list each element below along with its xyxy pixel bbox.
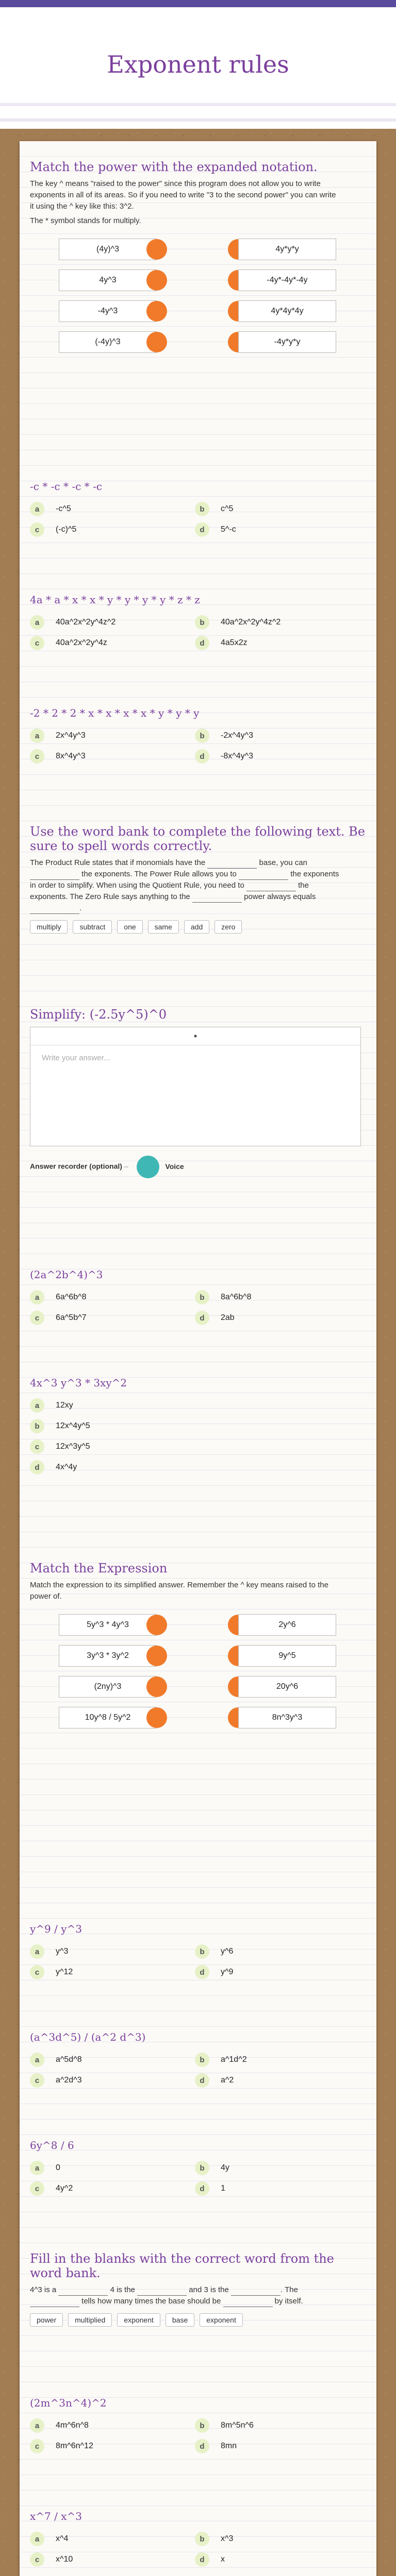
choice-letter: c bbox=[30, 1439, 44, 1454]
question-title: -2 * 2 * 2 * x * x * x * x * y * y * y bbox=[30, 707, 200, 719]
choice-c[interactable] bbox=[30, 2178, 195, 2199]
choice-letter: a bbox=[30, 615, 44, 630]
question-note: The * symbol stands for multiply. bbox=[30, 216, 141, 225]
choice-letter: c bbox=[30, 2181, 44, 2196]
word-chip[interactable]: one bbox=[117, 920, 142, 934]
header-stripe bbox=[0, 103, 396, 106]
choice-letter: a bbox=[30, 2418, 44, 2433]
blank-input[interactable] bbox=[223, 2298, 273, 2307]
choice-text: y^3 bbox=[56, 1947, 69, 1956]
answer-placeholder: Write your answer... bbox=[42, 1054, 110, 1062]
voice-label: Voice bbox=[165, 1162, 184, 1171]
choice-letter: b bbox=[195, 502, 209, 516]
choice-letter: c bbox=[30, 2552, 44, 2567]
choice-d[interactable] bbox=[195, 519, 360, 540]
choice-c[interactable] bbox=[30, 519, 195, 540]
choice-text: y^6 bbox=[221, 1947, 234, 1956]
text-segment: The bbox=[285, 2285, 298, 2294]
match-right-box[interactable]: 20y^6 bbox=[238, 1676, 336, 1698]
choice-text: 4y bbox=[221, 2163, 229, 2172]
blank-input[interactable] bbox=[30, 871, 79, 880]
choice-a[interactable] bbox=[30, 1395, 195, 1416]
choice-letter: a bbox=[30, 2053, 44, 2067]
choice-text: 4x^4y bbox=[56, 1463, 77, 1471]
choice-text: x^10 bbox=[56, 2555, 73, 2564]
choice-text: x^3 bbox=[221, 2534, 234, 2543]
text-segment: The Zero Rule says anything to the bbox=[70, 892, 190, 901]
match-connector[interactable] bbox=[146, 301, 167, 321]
choice-letter: b bbox=[195, 1944, 209, 1959]
choice-d[interactable] bbox=[30, 1457, 195, 1478]
blank-input[interactable] bbox=[58, 2287, 108, 2296]
choice-letter: d bbox=[195, 749, 209, 764]
choice-b[interactable] bbox=[195, 2415, 360, 2436]
text-segment: the exponents in order to simplify. When using the Quotient Rule, you need to bbox=[30, 870, 339, 890]
choice-d[interactable] bbox=[195, 746, 360, 767]
choice-d[interactable] bbox=[195, 2436, 360, 2456]
match-row[interactable] bbox=[59, 1702, 366, 1733]
choice-a[interactable] bbox=[30, 499, 195, 519]
choice-text: a^5d^8 bbox=[56, 2055, 82, 2064]
match-connector[interactable] bbox=[146, 1676, 167, 1697]
voice-record-button[interactable] bbox=[137, 1156, 159, 1178]
choice-text: -2x^4y^3 bbox=[221, 731, 254, 740]
choice-text: 8x^4y^3 bbox=[56, 752, 86, 760]
question-title: y^9 / y^3 bbox=[30, 1923, 82, 1935]
choice-a[interactable] bbox=[30, 1941, 195, 1962]
choice-letter: a bbox=[30, 502, 44, 516]
choice-letter: a bbox=[30, 1944, 44, 1959]
match-left-box[interactable]: (-4y)^3 bbox=[59, 331, 157, 353]
choice-letter: b bbox=[195, 2532, 209, 2546]
word-chip[interactable]: multiplied bbox=[68, 2313, 112, 2327]
choice-text: 6a^6b^8 bbox=[56, 1293, 87, 1301]
blank-input[interactable] bbox=[231, 2287, 280, 2296]
word-chip[interactable]: power bbox=[30, 2313, 63, 2327]
question-multiple-choice bbox=[30, 2509, 366, 2570]
question-multiple-choice bbox=[30, 706, 366, 767]
recorder-label: Answer recorder (optional) bbox=[30, 1162, 122, 1171]
choice-text: a^2d^3 bbox=[56, 2076, 82, 2084]
choice-c[interactable] bbox=[30, 2549, 195, 2570]
match-right-box[interactable]: 2y^6 bbox=[238, 1614, 336, 1636]
answer-editor[interactable] bbox=[30, 1027, 361, 1146]
fill-in-text: 4^3 is a 4 is the and 3 is the . The tells how many times the base should be by itself. bbox=[30, 2284, 339, 2307]
choice-d[interactable] bbox=[195, 1962, 360, 1982]
choice-text: 12x^4y^5 bbox=[56, 1421, 90, 1430]
choice-c[interactable] bbox=[30, 746, 195, 767]
text-segment: tells how many times the base should be bbox=[81, 2297, 221, 2306]
blank-input[interactable] bbox=[239, 871, 288, 880]
choice-text: 40a^2x^2y^4z^2 bbox=[221, 618, 281, 626]
match-left-box[interactable]: 10y^8 / 5y^2 bbox=[59, 1707, 157, 1728]
worksheet-header bbox=[0, 7, 396, 129]
question-multiple-choice bbox=[30, 479, 366, 540]
word-chip[interactable]: same bbox=[148, 920, 179, 934]
header-stripe bbox=[0, 118, 396, 122]
blank-input[interactable] bbox=[137, 2287, 187, 2296]
choice-text: x bbox=[221, 2555, 225, 2564]
editor-toolbar-bullet[interactable]: • bbox=[30, 1027, 360, 1045]
text-segment: the exponents. The Power Rule allows you to bbox=[81, 870, 237, 878]
choice-letter: b bbox=[30, 1419, 44, 1433]
choice-letter: c bbox=[30, 749, 44, 764]
question-match-power bbox=[30, 160, 366, 358]
choice-text: 12x^3y^5 bbox=[56, 1442, 90, 1451]
question-fill-blanks bbox=[30, 2251, 366, 2327]
choice-b[interactable] bbox=[195, 725, 360, 746]
choice-letter: d bbox=[195, 1311, 209, 1325]
choice-letter: b bbox=[195, 2053, 209, 2067]
choice-text: -c^5 bbox=[56, 504, 71, 513]
choice-a[interactable] bbox=[30, 1287, 195, 1308]
match-connector[interactable] bbox=[146, 1707, 167, 1728]
choice-text: 2x^4y^3 bbox=[56, 731, 86, 740]
match-left-box[interactable]: (2ny)^3 bbox=[59, 1676, 157, 1698]
word-chip[interactable]: exponent bbox=[200, 2313, 243, 2327]
choice-letter: b bbox=[195, 2161, 209, 2175]
text-segment: the exponents. bbox=[30, 881, 309, 901]
text-segment: The Product Rule states that if monomials have the bbox=[30, 858, 206, 867]
question-title: x^7 / x^3 bbox=[30, 2510, 82, 2522]
choice-letter: b bbox=[195, 2418, 209, 2433]
question-title: Match the power with the expanded notation. bbox=[30, 160, 318, 174]
word-bank bbox=[30, 2313, 366, 2327]
match-row[interactable] bbox=[59, 1671, 366, 1702]
match-row[interactable] bbox=[59, 296, 366, 327]
match-right-box[interactable]: -4y*y*y bbox=[238, 331, 336, 353]
question-multiple-choice bbox=[30, 1267, 366, 1328]
match-connector[interactable] bbox=[146, 270, 167, 291]
choice-b[interactable] bbox=[195, 2049, 360, 2070]
choice-c[interactable] bbox=[30, 633, 195, 653]
choice-letter: d bbox=[195, 2073, 209, 2088]
word-bank bbox=[30, 920, 366, 934]
question-multiple-choice bbox=[30, 2030, 366, 2091]
choice-d[interactable] bbox=[195, 2178, 360, 2199]
choice-text: 4y^2 bbox=[56, 2184, 73, 2193]
choice-text: -8x^4y^3 bbox=[221, 752, 254, 760]
match-connector[interactable] bbox=[146, 239, 167, 260]
question-title: Use the word bank to complete the following text. Be sure to spell words correctly. bbox=[30, 824, 366, 853]
choice-letter: d bbox=[195, 636, 209, 650]
word-chip[interactable]: subtract bbox=[73, 920, 112, 934]
choice-text: (-c)^5 bbox=[56, 525, 77, 534]
question-match-expression bbox=[30, 1561, 366, 1733]
text-segment: and 3 is the bbox=[189, 2285, 229, 2294]
blank-input[interactable] bbox=[207, 860, 257, 869]
match-left-box[interactable]: (4y)^3 bbox=[59, 239, 157, 260]
blank-input[interactable] bbox=[246, 883, 296, 891]
match-left-box[interactable]: 4y^3 bbox=[59, 269, 157, 291]
text-segment: by itself. bbox=[274, 2297, 303, 2306]
choice-text: c^5 bbox=[221, 504, 234, 513]
choice-text: 8a^6b^8 bbox=[221, 1293, 252, 1301]
choice-text: a^2 bbox=[221, 2076, 234, 2084]
question-title: (2m^3n^4)^2 bbox=[30, 2397, 107, 2409]
choice-letter: c bbox=[30, 1965, 44, 1979]
choice-text: x^4 bbox=[56, 2534, 69, 2543]
match-connector[interactable] bbox=[146, 1615, 167, 1635]
choice-d[interactable] bbox=[195, 2070, 360, 2091]
question-multiple-choice bbox=[30, 2138, 366, 2199]
choice-letter: d bbox=[195, 522, 209, 537]
choice-text: 4a5x2z bbox=[221, 638, 248, 647]
choice-letter: a bbox=[30, 1290, 44, 1304]
choice-letter: c bbox=[30, 2439, 44, 2453]
choice-text: 0 bbox=[56, 2163, 60, 2172]
choice-a[interactable] bbox=[30, 2529, 195, 2549]
choice-letter: d bbox=[195, 2181, 209, 2196]
choice-text: 1 bbox=[221, 2184, 225, 2193]
choice-letter: a bbox=[30, 2532, 44, 2546]
choice-a[interactable] bbox=[30, 725, 195, 746]
text-segment: 4 is the bbox=[110, 2285, 135, 2294]
choice-letter: c bbox=[30, 1311, 44, 1325]
match-right-box[interactable]: -4y*-4y*-4y bbox=[238, 269, 336, 291]
question-title: 4x^3 y^3 * 3xy^2 bbox=[30, 1377, 127, 1389]
choice-b[interactable] bbox=[195, 612, 360, 633]
choice-b[interactable] bbox=[195, 499, 360, 519]
match-row[interactable] bbox=[59, 1609, 366, 1640]
choice-text: 8m^5n^6 bbox=[221, 2421, 254, 2430]
question-multiple-choice bbox=[30, 2396, 366, 2456]
question-title: -c * -c * -c * -c bbox=[30, 480, 102, 493]
choice-b[interactable] bbox=[30, 1416, 195, 1436]
choice-c[interactable] bbox=[30, 2070, 195, 2091]
word-chip[interactable]: exponent bbox=[117, 2313, 160, 2327]
question-multiple-choice bbox=[30, 1922, 366, 1982]
choice-text: 40a^2x^2y^4z^2 bbox=[56, 618, 116, 626]
worksheet-title: Exponent rules bbox=[107, 50, 289, 78]
question-title: (2a^2b^4)^3 bbox=[30, 1268, 103, 1281]
match-left-box[interactable]: 5y^3 * 4y^3 bbox=[59, 1614, 157, 1636]
choice-b[interactable] bbox=[195, 2529, 360, 2549]
choice-b[interactable] bbox=[195, 2158, 360, 2178]
question-instructions: Match the expression to its simplified answer. Remember the ^ key means raised to the power of. bbox=[30, 1581, 328, 1601]
choice-text: 5^-c bbox=[221, 525, 236, 534]
choice-letter: c bbox=[30, 636, 44, 650]
top-bar bbox=[0, 0, 396, 7]
choice-letter: d bbox=[195, 2552, 209, 2567]
choice-a[interactable] bbox=[30, 2049, 195, 2070]
match-left-box[interactable]: 3y^3 * 3y^2 bbox=[59, 1645, 157, 1667]
text-segment: base, you can bbox=[259, 858, 307, 867]
choice-letter: a bbox=[30, 728, 44, 743]
word-chip[interactable]: multiply bbox=[30, 920, 68, 934]
match-connector[interactable] bbox=[146, 1646, 167, 1666]
choice-a[interactable] bbox=[30, 612, 195, 633]
choice-a[interactable] bbox=[30, 2158, 195, 2178]
match-left-box[interactable]: -4y^3 bbox=[59, 300, 157, 322]
choice-letter: d bbox=[195, 2439, 209, 2453]
question-title: Fill in the blanks with the correct word from the word bank. bbox=[30, 2251, 334, 2280]
question-title: Simplify: (-2.5y^5)^0 bbox=[30, 1007, 167, 1022]
choice-c[interactable] bbox=[30, 2436, 195, 2456]
choice-d[interactable] bbox=[195, 2549, 360, 2570]
match-right-box[interactable]: 4y*y*y bbox=[238, 239, 336, 260]
choice-text: 8m^6n^12 bbox=[56, 2442, 93, 2450]
answer-recorder: Answer recorder (optional) – Voice bbox=[30, 1156, 366, 1178]
match-connector[interactable] bbox=[146, 332, 167, 352]
choice-letter: a bbox=[30, 2161, 44, 2175]
match-row[interactable] bbox=[59, 234, 366, 265]
choice-letter: d bbox=[195, 1965, 209, 1979]
question-title: 6y^8 / 6 bbox=[30, 2139, 74, 2151]
choice-text: a^1d^2 bbox=[221, 2055, 247, 2064]
match-row[interactable] bbox=[59, 265, 366, 296]
choice-c[interactable] bbox=[30, 1962, 195, 1982]
choice-letter: a bbox=[30, 1398, 44, 1413]
question-title: (a^3d^5) / (a^2 d^3) bbox=[30, 2031, 146, 2043]
choice-text: y^9 bbox=[221, 1968, 234, 1976]
choice-b[interactable] bbox=[195, 1287, 360, 1308]
word-chip[interactable]: zero bbox=[214, 920, 242, 934]
question-instructions: The key ^ means "raised to the power" since this program does not allow you to write exponents in all of its areas. So if you need to write "3 to the second power" you can write it using the ^ key like this: 3^2. bbox=[30, 179, 336, 211]
question-word-bank bbox=[30, 824, 366, 934]
choice-text: 6a^5b^7 bbox=[56, 1313, 87, 1322]
question-title: Match the Expression bbox=[30, 1561, 168, 1575]
blank-input[interactable] bbox=[192, 894, 242, 903]
match-right-box[interactable]: 4y*4y*4y bbox=[238, 300, 336, 322]
match-row[interactable] bbox=[59, 1640, 366, 1671]
word-chip[interactable]: add bbox=[184, 920, 209, 934]
blank-input[interactable] bbox=[30, 2298, 79, 2307]
question-multiple-choice bbox=[30, 592, 366, 653]
blank-input[interactable] bbox=[30, 905, 79, 914]
choice-letter: b bbox=[195, 615, 209, 630]
text-segment: power always equals bbox=[244, 892, 316, 901]
choice-text: 4m^6n^8 bbox=[56, 2421, 89, 2430]
question-text-answer bbox=[30, 1007, 366, 1178]
match-right-box[interactable]: 8n^3y^3 bbox=[238, 1707, 336, 1728]
choice-text: 2ab bbox=[221, 1313, 235, 1322]
choice-letter: d bbox=[30, 1460, 44, 1475]
choice-letter: c bbox=[30, 522, 44, 537]
match-right-box[interactable]: 9y^5 bbox=[238, 1645, 336, 1667]
choice-letter: c bbox=[30, 2073, 44, 2088]
match-row[interactable] bbox=[59, 327, 366, 358]
choice-d[interactable] bbox=[195, 1308, 360, 1328]
choice-b[interactable] bbox=[195, 1941, 360, 1962]
choice-c[interactable] bbox=[30, 1436, 195, 1457]
choice-text: 8mn bbox=[221, 2442, 237, 2450]
choice-letter: b bbox=[195, 1290, 209, 1304]
choice-c[interactable] bbox=[30, 1308, 195, 1328]
text-segment: 4^3 is a bbox=[30, 2285, 57, 2294]
choice-letter: b bbox=[195, 728, 209, 743]
choice-text: 40a^2x^2y^4z bbox=[56, 638, 107, 647]
choice-text: y^12 bbox=[56, 1968, 73, 1976]
fill-in-text: The Product Rule states that if monomials have the base, you can the exponents. The Power Rule allows you to the exponents in order to simplify. When using the Quotient Rule, you need to the exponents. The Zero Rule says anything to the power always equals . bbox=[30, 857, 339, 914]
question-title: 4a * a * x * x * y * y * y * y * z * z bbox=[30, 594, 200, 606]
question-multiple-choice bbox=[30, 1376, 366, 1478]
word-chip[interactable]: base bbox=[166, 2313, 194, 2327]
choice-text: 12xy bbox=[56, 1401, 73, 1410]
choice-d[interactable] bbox=[195, 633, 360, 653]
choice-a[interactable] bbox=[30, 2415, 195, 2436]
